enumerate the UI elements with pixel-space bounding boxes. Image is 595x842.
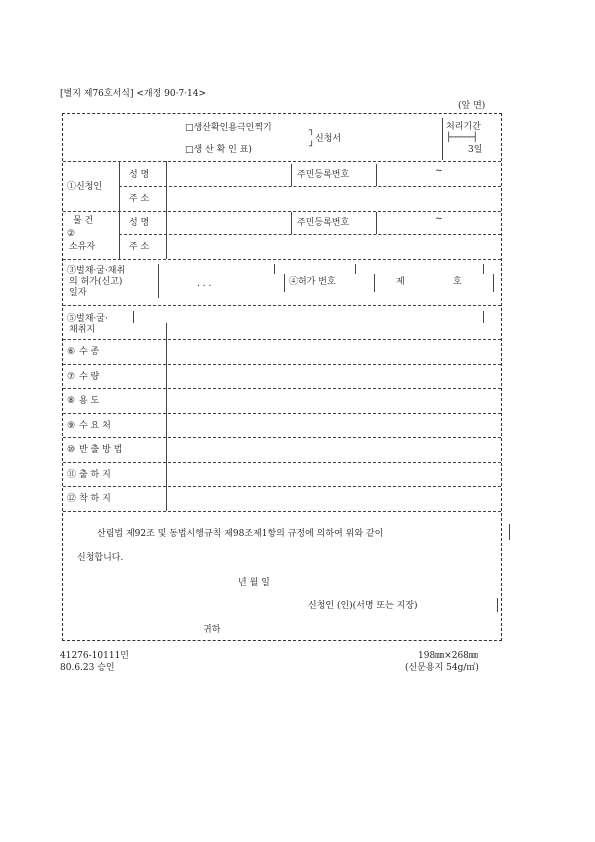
row-label: ⑨	[67, 420, 76, 431]
application-form	[62, 113, 502, 641]
declaration-line-1: 산림법 제92조 및 동법시행규칙 제98조제1항의 규정에 의하여 위와 같이	[97, 529, 384, 539]
paper-size: 198㎜×268㎜	[418, 651, 478, 661]
row-value-field[interactable]	[167, 414, 501, 437]
owner-label-num: ②	[67, 229, 76, 239]
recipient-label: 귀하	[203, 625, 221, 635]
permit-date-label-2: 의 허가(신고)	[69, 277, 123, 287]
owner-rrn-label: 주민등록번호	[297, 218, 350, 228]
row-value-field[interactable]	[167, 438, 501, 461]
row-label: ⑦	[67, 371, 76, 382]
site-label-2: 채취지	[69, 325, 96, 335]
permit-number-label: ④허가 번호	[289, 277, 336, 287]
row-value-field[interactable]	[167, 389, 501, 412]
permit-date-label-1: ③벌채·굴·채취	[67, 266, 126, 276]
row-label-text: 수 요 처	[79, 420, 111, 431]
applicant-label: ①신청인	[67, 182, 103, 192]
applicant-rrn-field[interactable]: ~	[435, 166, 443, 176]
processing-period-label: 처리기간	[446, 122, 481, 132]
owner-rrn-field[interactable]: ~	[435, 214, 443, 224]
bracket-bottom: ┘	[309, 142, 315, 152]
row-label-text: 착 하 지	[79, 494, 111, 504]
permit-date-field[interactable]: . . .	[197, 279, 212, 289]
owner-name-label: 성 명	[129, 218, 150, 228]
declaration-line-2: 신청합니다.	[77, 553, 124, 563]
row-value-field[interactable]	[167, 487, 501, 510]
applicant-address-label: 주 소	[129, 194, 150, 204]
owner-address-label: 주 소	[129, 242, 150, 252]
row-label: ⑫	[67, 494, 77, 504]
applicant-rrn-label: 주민등록번호	[297, 170, 350, 180]
title-option-label[interactable]: □생 산 확 인 표)	[185, 145, 252, 155]
page-side-label: (앞 면)	[458, 101, 486, 111]
row-value-field[interactable]	[167, 365, 501, 388]
processing-period-value: 3일	[468, 145, 483, 155]
bracket-top: ┐	[309, 126, 315, 136]
permit-number-suffix: 호	[453, 277, 462, 287]
owner-label-top: 물 건	[73, 216, 94, 226]
row-label-text: 용 도	[79, 396, 100, 406]
application-date[interactable]: 년 월 일	[238, 578, 270, 588]
row-value-field[interactable]	[167, 463, 501, 486]
row-value-field[interactable]	[167, 340, 501, 363]
applicant-name-label: 성 명	[129, 170, 150, 180]
row-label: ⑪	[67, 469, 77, 480]
owner-label-bottom: 소유자	[69, 242, 96, 252]
row-label: ⑥	[67, 347, 76, 357]
site-label-1: ⑤벌채·굴·	[67, 314, 108, 324]
row-label-text: 반 출 방 법	[79, 445, 123, 455]
applicant-signature[interactable]: 신청인 (인)(서명 또는 지장)	[308, 601, 418, 611]
row-label-text: 수 종	[79, 347, 100, 357]
permit-number-prefix: 제	[396, 277, 405, 287]
row-label: ⑩	[67, 445, 76, 455]
approval-date: 80.6.23 승인	[60, 663, 115, 673]
row-label-text: 출 하 지	[79, 469, 111, 480]
form-code: [별지 제76호서식] <개정 90·7·14>	[60, 89, 207, 99]
row-label-text: 수 량	[79, 371, 100, 382]
row-label: ⑧	[67, 396, 76, 406]
paper-spec: (신문용지 54g/㎡)	[405, 663, 479, 673]
title-option-seal[interactable]: □생산확인용극인찍기	[185, 123, 272, 133]
title-suffix: 신청서	[315, 134, 342, 144]
permit-date-label-3: 일자	[69, 288, 87, 298]
processing-divider: ├─────┤	[446, 133, 477, 143]
form-number: 41276-10111민	[60, 651, 129, 661]
